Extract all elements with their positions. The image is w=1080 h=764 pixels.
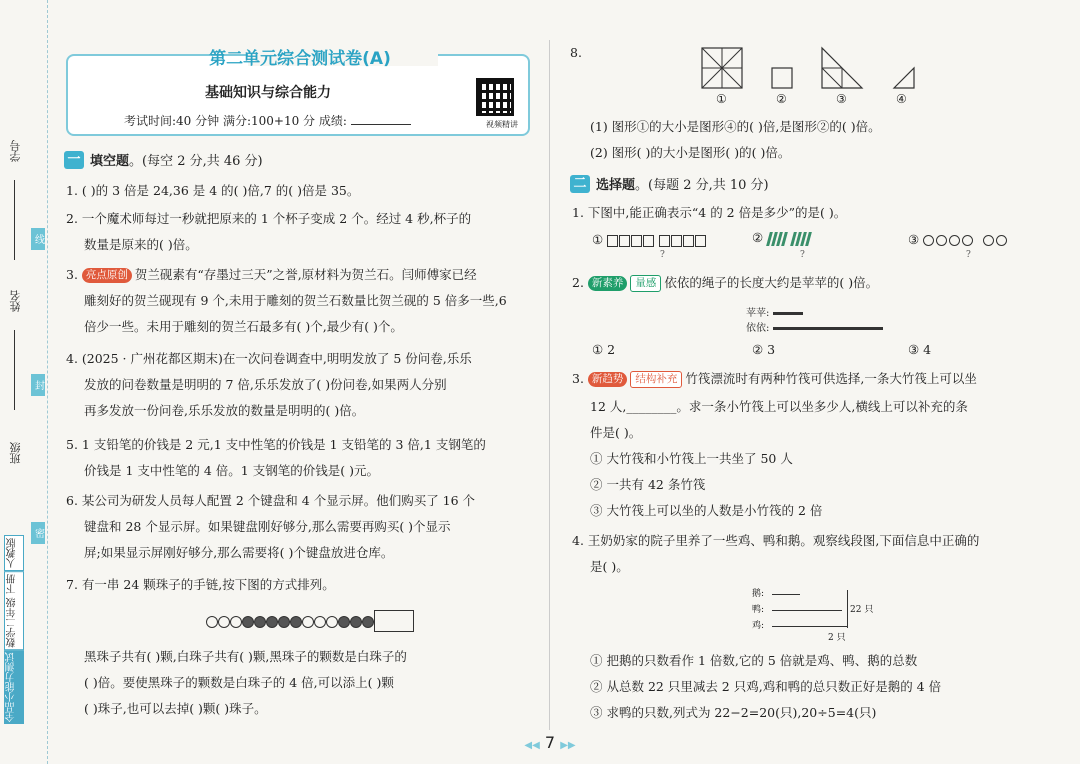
choice-2-text: 依依的绳子的长度大约是苹苹的( )倍。 bbox=[664, 275, 879, 290]
question-8-sub bbox=[590, 114, 881, 166]
choice-4-option-2[interactable]: ② 从总数 22 只里减去 2 只鸡,鸡和鸭的总只数正好是鹅的 4 倍 bbox=[590, 679, 942, 694]
next-arrow-icon[interactable]: ▶▶ bbox=[560, 740, 576, 751]
question-3-line-3: 倍少一些。未用于雕刻的贺兰石最多有( )个,最少有( )个。 bbox=[84, 319, 403, 334]
seg-ji-label: 鸡: bbox=[752, 621, 765, 631]
choice-4-option-3[interactable]: ③ 求鸭的只数,列式为 22−2=20(只),20÷5=4(只) bbox=[590, 705, 877, 720]
qr-code-icon[interactable] bbox=[476, 78, 514, 116]
question-7-line-1: 7. 有一串 24 颗珠子的手链,按下图的方式排列。 bbox=[66, 577, 335, 592]
section-1-number: 一 bbox=[64, 151, 84, 169]
rope-pingping-line bbox=[773, 312, 803, 315]
question-7-line-3: ( )倍。要使黑珠子的颗数是白珠子的 4 倍,可以添上( )颗 bbox=[84, 675, 394, 690]
exam-info bbox=[124, 112, 411, 129]
section-2-desc: 。(每题 2 分,共 10 分) bbox=[635, 178, 769, 193]
question-4 bbox=[66, 346, 472, 424]
choice-1-option-3[interactable] bbox=[908, 232, 1009, 247]
question-7-answers bbox=[84, 644, 407, 722]
question-3-text: 贺兰砚素有“存墨过三天”之誉,原材料为贺兰石。闫师傅家已经 bbox=[134, 267, 477, 282]
quantity-sense-tag: 量感 bbox=[630, 275, 661, 292]
series-edition: 人教版 bbox=[4, 535, 24, 571]
structure-tag: 结构补充 bbox=[630, 371, 682, 388]
rope-yiyi-label: 依依: bbox=[746, 323, 770, 334]
section-1-title bbox=[64, 150, 263, 169]
question-6-line-2: 键盘和 28 个显示屏。如果键盘刚好够分,那么需要再购买( )个显示 bbox=[84, 519, 451, 534]
choice-3-text: 竹筏漂流时有两种竹筏可供选择,一条大竹筏上可以坐 bbox=[685, 371, 977, 386]
question-7-line-4: ( )珠子,也可以去掉( )颗( )珠子。 bbox=[84, 701, 267, 716]
question-4-line-2: 发放的问卷数量是明明的 7 倍,乐乐发放了( )份问卷,如果两人分别 bbox=[84, 377, 447, 392]
seg-e-line bbox=[772, 594, 800, 595]
bead-white bbox=[326, 616, 338, 628]
bead-white bbox=[230, 616, 242, 628]
section-2-number: 二 bbox=[570, 175, 590, 193]
bead-black bbox=[338, 616, 350, 628]
bead-white bbox=[314, 616, 326, 628]
exam-title: 第二单元综合测试卷(A) bbox=[209, 49, 391, 69]
qr-label: 视频精讲 bbox=[486, 120, 518, 129]
bead-black bbox=[278, 616, 290, 628]
bead-white bbox=[302, 616, 314, 628]
choice-2-option-2[interactable]: ② 3 bbox=[752, 342, 776, 357]
choice-1-option-3-circles bbox=[923, 232, 1009, 247]
exam-header bbox=[66, 49, 530, 136]
question-7-line-2: 黑珠子共有( )颗,白珠子共有( )颗,黑珠子的颗数是白珠子的 bbox=[84, 649, 407, 664]
series-label bbox=[4, 434, 24, 724]
seg-total-label: 22 只 bbox=[850, 605, 874, 615]
class-label: 班级 bbox=[9, 442, 22, 464]
question-1: 1. ( )的 3 倍是 24,36 是 4 的( )倍,7 的( )倍是 35。 bbox=[66, 183, 360, 198]
seg-ji-line bbox=[772, 626, 848, 627]
question-3 bbox=[66, 262, 507, 340]
shape-label-2: ② bbox=[776, 92, 787, 106]
choice-3-line-2: 12 人,________。求一条小竹筏上可以坐多少人,横线上可以补充的条 bbox=[590, 399, 968, 414]
seg-two-label: 2 只 bbox=[828, 633, 846, 643]
prev-arrow-icon[interactable]: ◀◀ bbox=[524, 740, 540, 751]
question-4-line-1: 4. (2025 · 广州花都区期末)在一次问卷调查中,明明发放了 5 份问卷,乐乐 bbox=[66, 351, 472, 366]
choice-1-option-1-label: ① bbox=[592, 232, 604, 247]
cut-mark-secret: 密 bbox=[31, 522, 45, 544]
shape-label-4: ④ bbox=[896, 92, 907, 106]
bead-black bbox=[290, 616, 302, 628]
question-3-line-1: 3. 亮点原创 贺兰砚素有“存墨过三天”之誉,原材料为贺兰石。闫师傅家已经 bbox=[66, 267, 477, 282]
section-1-desc: 。(每空 2 分,共 46 分) bbox=[129, 154, 263, 169]
shape-label-3: ③ bbox=[836, 92, 847, 106]
choice-3-option-2[interactable]: ② 一共有 42 条竹筏 bbox=[590, 477, 706, 492]
choice-4-line-1: 4. 王奶奶家的院子里养了一些鸡、鸭和鹅。观察线段图,下面信息中正确的 bbox=[572, 533, 980, 548]
column-divider bbox=[549, 40, 550, 730]
bead-black bbox=[362, 616, 374, 628]
question-6-line-3: 屏;如果显示屏刚好够分,那么需要将( )个键盘放进仓库。 bbox=[84, 545, 394, 560]
question-6 bbox=[66, 488, 475, 566]
choice-2-option-1[interactable]: ① 2 bbox=[592, 342, 616, 357]
segment-diagram bbox=[752, 586, 892, 644]
seg-ya-label: 鸭: bbox=[752, 605, 765, 615]
binding-strip bbox=[0, 0, 48, 764]
question-3-line-2: 雕刻好的贺兰砚现有 9 个,未用于雕刻的贺兰石数量比贺兰砚的 5 倍多一些,6 bbox=[84, 293, 507, 308]
question-8-shapes bbox=[700, 46, 920, 110]
choice-1-option-3-label: ③ bbox=[908, 232, 920, 247]
question-mark: ? bbox=[966, 250, 971, 260]
choice-3-line-3: 件是( )。 bbox=[590, 425, 642, 440]
question-2-line-1: 2. 一个魔术师每过一秒就把原来的 1 个杯子变成 2 个。经过 4 秒,杯子的 bbox=[66, 211, 472, 226]
seg-brace bbox=[844, 590, 848, 628]
bead-bracelet bbox=[206, 610, 416, 640]
score-blank[interactable] bbox=[351, 124, 411, 125]
choice-3-option-1[interactable]: ① 大竹筏和小竹筏上一共坐了 50 人 bbox=[590, 451, 793, 466]
section-2-title bbox=[570, 174, 769, 193]
choice-1-option-1-boxes bbox=[607, 232, 707, 247]
bead-hidden-box bbox=[374, 610, 414, 632]
choice-1-option-2-label: ② bbox=[752, 230, 764, 245]
student-id-line bbox=[14, 180, 15, 260]
bead-white bbox=[218, 616, 230, 628]
name-line bbox=[14, 330, 15, 410]
page-number: 7 bbox=[544, 733, 556, 752]
rope-yiyi-line bbox=[773, 327, 883, 330]
choice-3-line-1: 3. 新趋势 结构补充 竹筏漂流时有两种竹筏可供选择,一条大竹筏上可以坐 bbox=[572, 371, 977, 386]
new-trend-tag: 新趋势 bbox=[588, 372, 628, 387]
rope-pingping-label: 苹苹: bbox=[746, 308, 770, 319]
section-2-name: 选择题 bbox=[596, 178, 636, 193]
choice-4 bbox=[572, 528, 979, 580]
question-8-sub-1: (1) 图形①的大小是图形④的( )倍,是图形②的( )倍。 bbox=[590, 119, 881, 134]
question-5-line-1: 5. 1 支铅笔的价钱是 2 元,1 支中性笔的价钱是 1 支铅笔的 3 倍,1 支钢笔的 bbox=[66, 437, 486, 452]
bead-black bbox=[242, 616, 254, 628]
seg-ya-line bbox=[772, 610, 842, 611]
question-8-number: 8. bbox=[570, 45, 582, 60]
new-literacy-tag: 新素养 bbox=[588, 276, 628, 291]
question-5 bbox=[66, 432, 486, 484]
choice-4-line-2: 是( )。 bbox=[590, 559, 629, 574]
choice-3-option-3[interactable]: ③ 大竹筏上可以坐的人数是小竹筏的 2 倍 bbox=[590, 503, 823, 518]
choice-1-option-1[interactable] bbox=[592, 232, 707, 247]
name-label: 姓名 bbox=[9, 290, 22, 312]
choice-1: 1. 下图中,能正确表示“4 的 2 倍是多少”的是( )。 bbox=[572, 205, 847, 220]
exam-info-text: 考试时间:40 分钟 满分:100+10 分 成绩: bbox=[124, 114, 347, 128]
shape-3 bbox=[822, 48, 862, 88]
shape-2 bbox=[772, 68, 792, 88]
choice-1-option-2-sticks bbox=[767, 230, 811, 245]
cut-mark-seal: 封 bbox=[31, 374, 45, 396]
cut-mark-line: 线 bbox=[31, 228, 45, 250]
choice-1-option-2[interactable] bbox=[752, 230, 811, 246]
original-tag: 亮点原创 bbox=[82, 268, 132, 283]
choice-2: 2. 新素养 量感 依依的绳子的长度大约是苹苹的( )倍。 bbox=[572, 275, 879, 290]
question-6-line-1: 6. 某公司为研发人员每人配置 2 个键盘和 4 个显示屏。他们购买了 16 个 bbox=[66, 493, 476, 508]
question-8-sub-2: (2) 图形( )的大小是图形( )的( )倍。 bbox=[590, 145, 791, 160]
page-footer bbox=[500, 733, 600, 752]
shape-label-1: ① bbox=[716, 92, 727, 106]
rope-diagram bbox=[746, 304, 883, 334]
question-4-line-3: 再多发放一份问卷,乐乐发放的数量是明明的( )倍。 bbox=[84, 403, 365, 418]
seg-e-label: 鹅: bbox=[752, 589, 765, 599]
bead-black bbox=[254, 616, 266, 628]
choice-3 bbox=[572, 366, 977, 392]
bead-black bbox=[350, 616, 362, 628]
rope-pingping bbox=[746, 304, 883, 319]
choice-4-option-1[interactable]: ① 把鹅的只数看作 1 倍数,它的 5 倍就是鸡、鸭、鹅的总数 bbox=[590, 653, 918, 668]
choice-4-options bbox=[590, 648, 941, 726]
question-7 bbox=[66, 572, 335, 598]
question-mark: ? bbox=[800, 250, 805, 260]
section-1-name: 填空题 bbox=[90, 154, 130, 169]
rope-yiyi bbox=[746, 319, 883, 334]
shape-4 bbox=[894, 68, 914, 88]
question-2 bbox=[66, 206, 471, 258]
question-2-line-2: 数量是原来的( )倍。 bbox=[84, 237, 198, 252]
bead-black bbox=[266, 616, 278, 628]
question-5-line-2: 价钱是 1 支中性笔的 4 倍。1 支钢笔的价钱是( )元。 bbox=[84, 463, 379, 478]
choice-2-option-3[interactable]: ③ 4 bbox=[908, 342, 932, 357]
student-id-label: 学号 bbox=[9, 140, 22, 162]
series-grade: 数学二年级 下册 bbox=[4, 571, 24, 650]
question-mark: ? bbox=[660, 250, 665, 260]
exam-subtitle: 基础知识与综合能力 bbox=[205, 85, 331, 101]
bead-white bbox=[206, 616, 218, 628]
choice-3-body bbox=[590, 394, 968, 524]
shape-1 bbox=[702, 48, 742, 88]
series-brand: 全品小能力测试 bbox=[4, 650, 24, 724]
